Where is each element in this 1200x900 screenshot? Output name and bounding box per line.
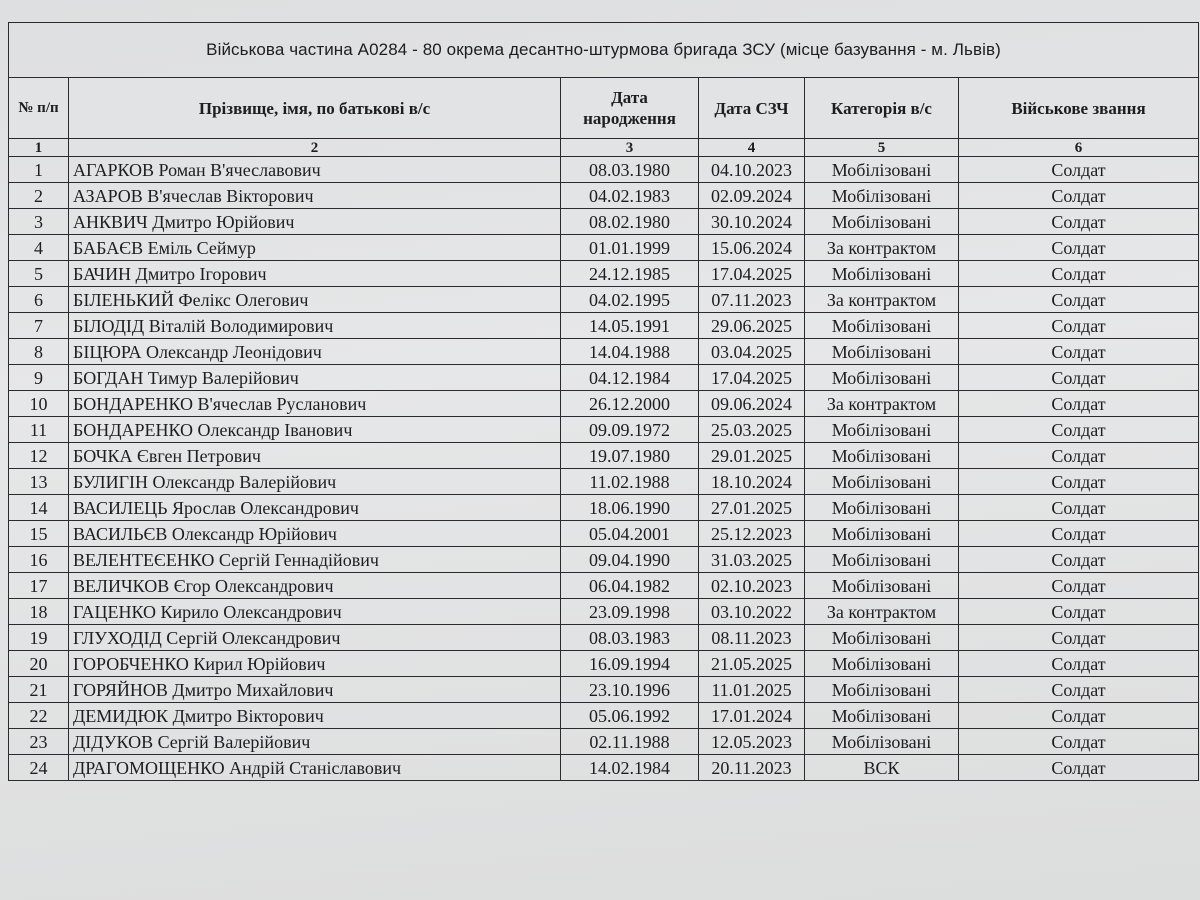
row-birth-date: 06.04.1982 <box>561 573 699 599</box>
row-szch-date: 25.03.2025 <box>699 417 805 443</box>
row-number: 3 <box>9 209 69 235</box>
table-row <box>9 729 1199 755</box>
row-number: 18 <box>9 599 69 625</box>
row-rank: Солдат <box>959 417 1199 443</box>
row-category: Мобілізовані <box>805 183 959 209</box>
row-rank: Солдат <box>959 235 1199 261</box>
row-birth-date: 01.01.1999 <box>561 235 699 261</box>
row-szch-date: 03.10.2022 <box>699 599 805 625</box>
row-full-name: ВЕЛИЧКОВ Єгор Олександрович <box>69 573 561 599</box>
row-rank: Солдат <box>959 287 1199 313</box>
row-full-name: БІЦЮРА Олександр Леонідович <box>69 339 561 365</box>
row-szch-date: 15.06.2024 <box>699 235 805 261</box>
table-row <box>9 209 1199 235</box>
row-category: Мобілізовані <box>805 209 959 235</box>
row-category: Мобілізовані <box>805 365 959 391</box>
row-number: 2 <box>9 183 69 209</box>
row-number: 23 <box>9 729 69 755</box>
row-szch-date: 31.03.2025 <box>699 547 805 573</box>
row-birth-date: 14.02.1984 <box>561 755 699 781</box>
row-birth-date: 04.12.1984 <box>561 365 699 391</box>
column-number-row <box>9 139 1199 157</box>
col-header-szch-date: Дата СЗЧ <box>699 78 805 139</box>
table-row <box>9 313 1199 339</box>
row-category: За контрактом <box>805 235 959 261</box>
row-category: Мобілізовані <box>805 261 959 287</box>
row-szch-date: 17.04.2025 <box>699 365 805 391</box>
row-full-name: ГАЦЕНКО Кирило Олександрович <box>69 599 561 625</box>
row-number: 5 <box>9 261 69 287</box>
row-full-name: ВАСИЛЬЄВ Олександр Юрійович <box>69 521 561 547</box>
table-row <box>9 599 1199 625</box>
row-number: 17 <box>9 573 69 599</box>
row-category: За контрактом <box>805 599 959 625</box>
row-birth-date: 14.05.1991 <box>561 313 699 339</box>
row-category: Мобілізовані <box>805 157 959 183</box>
row-szch-date: 17.01.2024 <box>699 703 805 729</box>
table-row <box>9 755 1199 781</box>
row-birth-date: 19.07.1980 <box>561 443 699 469</box>
row-rank: Солдат <box>959 157 1199 183</box>
row-category: Мобілізовані <box>805 625 959 651</box>
row-rank: Солдат <box>959 469 1199 495</box>
row-category: За контрактом <box>805 287 959 313</box>
row-category: Мобілізовані <box>805 313 959 339</box>
row-category: Мобілізовані <box>805 651 959 677</box>
table-row <box>9 417 1199 443</box>
row-category: Мобілізовані <box>805 703 959 729</box>
row-szch-date: 29.01.2025 <box>699 443 805 469</box>
col-number-1: 1 <box>9 139 69 157</box>
row-birth-date: 08.03.1983 <box>561 625 699 651</box>
col-number-4: 4 <box>699 139 805 157</box>
row-full-name: ВАСИЛЕЦЬ Ярослав Олександрович <box>69 495 561 521</box>
row-birth-date: 24.12.1985 <box>561 261 699 287</box>
row-full-name: ДЕМИДЮК Дмитро Вікторович <box>69 703 561 729</box>
row-number: 15 <box>9 521 69 547</box>
row-full-name: ВЕЛЕНТЕЄЕНКО Сергій Геннадійович <box>69 547 561 573</box>
table-row <box>9 365 1199 391</box>
row-rank: Солдат <box>959 677 1199 703</box>
row-full-name: БОЧКА Євген Петрович <box>69 443 561 469</box>
row-rank: Солдат <box>959 495 1199 521</box>
table-row <box>9 157 1199 183</box>
row-full-name: ДІДУКОВ Сергій Валерійович <box>69 729 561 755</box>
row-szch-date: 17.04.2025 <box>699 261 805 287</box>
row-rank: Солдат <box>959 625 1199 651</box>
col-number-5: 5 <box>805 139 959 157</box>
row-full-name: АЗАРОВ В'ячеслав Вікторович <box>69 183 561 209</box>
table-row <box>9 677 1199 703</box>
table-row <box>9 391 1199 417</box>
row-rank: Солдат <box>959 729 1199 755</box>
row-number: 16 <box>9 547 69 573</box>
row-number: 20 <box>9 651 69 677</box>
row-full-name: АНКВИЧ Дмитро Юрійович <box>69 209 561 235</box>
row-category: Мобілізовані <box>805 677 959 703</box>
row-number: 7 <box>9 313 69 339</box>
row-birth-date: 05.06.1992 <box>561 703 699 729</box>
row-category: ВСК <box>805 755 959 781</box>
row-szch-date: 09.06.2024 <box>699 391 805 417</box>
row-birth-date: 23.09.1998 <box>561 599 699 625</box>
row-rank: Солдат <box>959 391 1199 417</box>
table-row <box>9 651 1199 677</box>
row-birth-date: 23.10.1996 <box>561 677 699 703</box>
col-header-category: Категорія в/с <box>805 78 959 139</box>
table-row <box>9 443 1199 469</box>
row-rank: Солдат <box>959 339 1199 365</box>
row-full-name: ДРАГОМОЩЕНКО Андрій Станіславович <box>69 755 561 781</box>
row-birth-date: 09.04.1990 <box>561 547 699 573</box>
row-category: За контрактом <box>805 391 959 417</box>
row-number: 14 <box>9 495 69 521</box>
row-birth-date: 08.03.1980 <box>561 157 699 183</box>
row-number: 11 <box>9 417 69 443</box>
row-full-name: БІЛЕНЬКИЙ Фелікс Олегович <box>69 287 561 313</box>
personnel-table <box>8 22 1199 781</box>
row-full-name: ГОРОБЧЕНКО Кирил Юрійович <box>69 651 561 677</box>
table-row <box>9 703 1199 729</box>
row-szch-date: 04.10.2023 <box>699 157 805 183</box>
row-birth-date: 02.11.1988 <box>561 729 699 755</box>
row-number: 4 <box>9 235 69 261</box>
row-category: Мобілізовані <box>805 443 959 469</box>
row-full-name: ГЛУХОДІД Сергій Олександрович <box>69 625 561 651</box>
row-number: 13 <box>9 469 69 495</box>
row-rank: Солдат <box>959 183 1199 209</box>
row-number: 22 <box>9 703 69 729</box>
row-szch-date: 02.10.2023 <box>699 573 805 599</box>
row-category: Мобілізовані <box>805 547 959 573</box>
row-szch-date: 20.11.2023 <box>699 755 805 781</box>
row-number: 9 <box>9 365 69 391</box>
row-number: 24 <box>9 755 69 781</box>
table-row <box>9 547 1199 573</box>
table-row <box>9 287 1199 313</box>
row-szch-date: 21.05.2025 <box>699 651 805 677</box>
row-szch-date: 07.11.2023 <box>699 287 805 313</box>
row-category: Мобілізовані <box>805 417 959 443</box>
row-szch-date: 25.12.2023 <box>699 521 805 547</box>
row-number: 8 <box>9 339 69 365</box>
table-body <box>9 157 1199 781</box>
row-category: Мобілізовані <box>805 521 959 547</box>
row-number: 12 <box>9 443 69 469</box>
table-row <box>9 469 1199 495</box>
row-birth-date: 04.02.1995 <box>561 287 699 313</box>
row-birth-date: 08.02.1980 <box>561 209 699 235</box>
row-rank: Солдат <box>959 755 1199 781</box>
row-number: 21 <box>9 677 69 703</box>
row-number: 6 <box>9 287 69 313</box>
row-category: Мобілізовані <box>805 469 959 495</box>
row-rank: Солдат <box>959 313 1199 339</box>
col-header-rank: Військове звання <box>959 78 1199 139</box>
row-full-name: БУЛИГІН Олександр Валерійович <box>69 469 561 495</box>
row-szch-date: 11.01.2025 <box>699 677 805 703</box>
row-rank: Солдат <box>959 443 1199 469</box>
row-full-name: БОГДАН Тимур Валерійович <box>69 365 561 391</box>
row-szch-date: 29.06.2025 <box>699 313 805 339</box>
row-number: 19 <box>9 625 69 651</box>
row-full-name: БОНДАРЕНКО Олександр Іванович <box>69 417 561 443</box>
row-birth-date: 09.09.1972 <box>561 417 699 443</box>
table-row <box>9 521 1199 547</box>
row-szch-date: 27.01.2025 <box>699 495 805 521</box>
row-birth-date: 14.04.1988 <box>561 339 699 365</box>
row-number: 1 <box>9 157 69 183</box>
row-category: Мобілізовані <box>805 495 959 521</box>
row-szch-date: 12.05.2023 <box>699 729 805 755</box>
col-header-name: Прізвище, імя, по батькові в/с <box>69 78 561 139</box>
col-header-birth-date: Дата народження <box>561 78 699 139</box>
row-rank: Солдат <box>959 209 1199 235</box>
row-rank: Солдат <box>959 547 1199 573</box>
row-number: 10 <box>9 391 69 417</box>
table-row <box>9 495 1199 521</box>
row-full-name: БОНДАРЕНКО В'ячеслав Русланович <box>69 391 561 417</box>
row-birth-date: 05.04.2001 <box>561 521 699 547</box>
row-szch-date: 18.10.2024 <box>699 469 805 495</box>
table-row <box>9 235 1199 261</box>
row-szch-date: 03.04.2025 <box>699 339 805 365</box>
col-number-2: 2 <box>69 139 561 157</box>
row-birth-date: 11.02.1988 <box>561 469 699 495</box>
row-birth-date: 18.06.1990 <box>561 495 699 521</box>
table-row <box>9 261 1199 287</box>
col-number-6: 6 <box>959 139 1199 157</box>
row-full-name: БАЧИН Дмитро Ігорович <box>69 261 561 287</box>
row-full-name: БІЛОДІД Віталій Володимирович <box>69 313 561 339</box>
row-szch-date: 08.11.2023 <box>699 625 805 651</box>
row-szch-date: 30.10.2024 <box>699 209 805 235</box>
row-rank: Солдат <box>959 521 1199 547</box>
row-full-name: АГАРКОВ Роман В'ячеславович <box>69 157 561 183</box>
table-row <box>9 339 1199 365</box>
row-birth-date: 04.02.1983 <box>561 183 699 209</box>
row-szch-date: 02.09.2024 <box>699 183 805 209</box>
row-rank: Солдат <box>959 365 1199 391</box>
row-full-name: ГОРЯЙНОВ Дмитро Михайлович <box>69 677 561 703</box>
table-row <box>9 573 1199 599</box>
col-number-3: 3 <box>561 139 699 157</box>
row-rank: Солдат <box>959 261 1199 287</box>
header-row <box>9 78 1199 139</box>
row-category: Мобілізовані <box>805 573 959 599</box>
table-row <box>9 183 1199 209</box>
row-category: Мобілізовані <box>805 729 959 755</box>
row-birth-date: 26.12.2000 <box>561 391 699 417</box>
document-title: Військова частина А0284 - 80 окрема десантно-штурмова бригада ЗСУ (місце базування - м. Львів) <box>9 23 1199 78</box>
row-birth-date: 16.09.1994 <box>561 651 699 677</box>
row-category: Мобілізовані <box>805 339 959 365</box>
row-rank: Солдат <box>959 599 1199 625</box>
col-header-number: № п/п <box>9 78 69 139</box>
table-row <box>9 625 1199 651</box>
row-rank: Солдат <box>959 573 1199 599</box>
row-rank: Солдат <box>959 651 1199 677</box>
row-full-name: БАБАЄВ Еміль Сеймур <box>69 235 561 261</box>
row-rank: Солдат <box>959 703 1199 729</box>
